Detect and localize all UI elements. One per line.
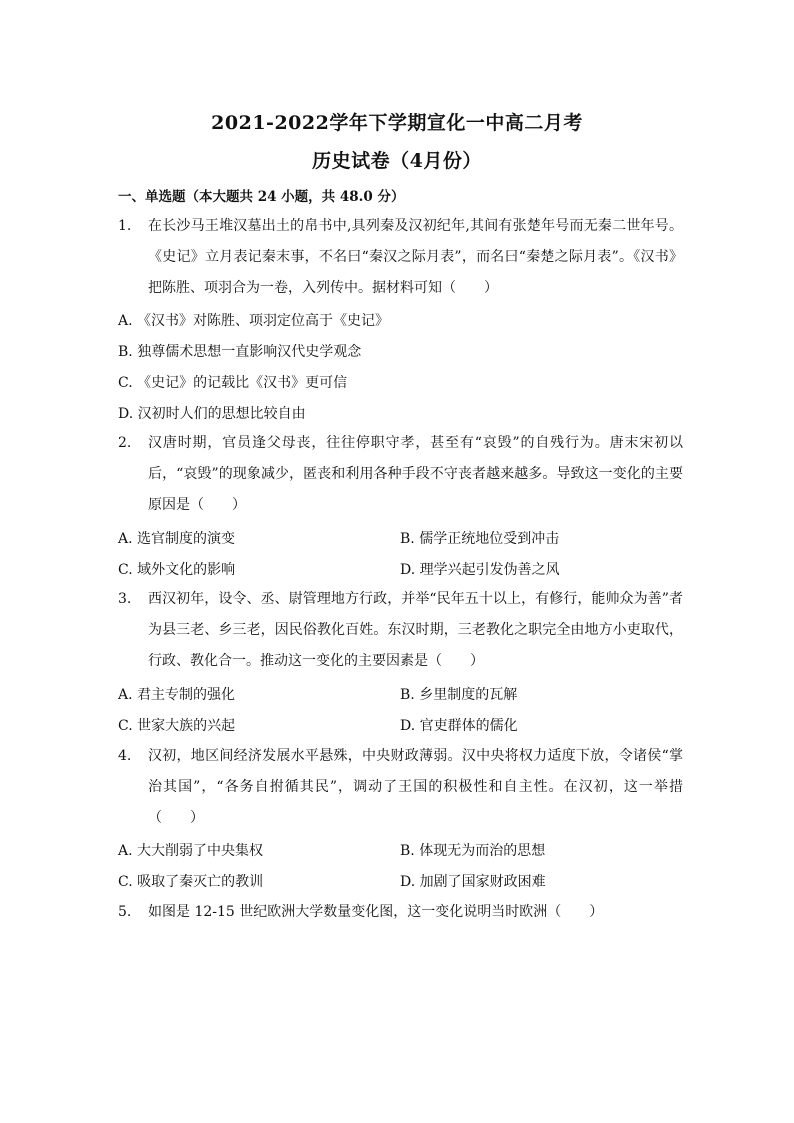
question-4-option-b: B. 体现无为而治的思想 (400, 843, 546, 859)
question-3 (118, 584, 683, 677)
question-3-option-a: A. 君主专制的强化 (118, 687, 236, 703)
exam-title: 2021-2022学年下学期宣化一中高二月考 (211, 112, 583, 134)
question-text: 如图是 12-15 世纪欧洲大学数量变化图，这一变化说明当时欧洲（ ） (148, 904, 604, 920)
exam-subtitle: 历史试卷（4月份） (312, 150, 482, 172)
question-1 (118, 211, 683, 304)
question-3-option-b: B. 乡里制度的瓦解 (400, 687, 518, 703)
question-number: 1. (118, 218, 132, 234)
question-2-option-a: A. 选官制度的演变 (118, 531, 236, 547)
question-2-option-b: B. 儒学正统地位受到冲击 (400, 531, 560, 547)
question-3-option-d: D. 官吏群体的儒化 (400, 718, 518, 734)
question-3-option-c: C. 世家大族的兴起 (118, 718, 236, 734)
question-number: 3. (118, 591, 132, 607)
question-text: 汉唐时期，官员逢父母丧，往往停职守孝，甚至有“哀毁”的自残行为。唐末宋初以后，“哀毁”的现象减少，匿丧和利用各种手段不守丧者越来越多。导致这一变化的主要原因是（ ） (148, 435, 683, 513)
question-number: 4. (118, 748, 132, 764)
question-text: 汉初，地区间经济发展水平悬殊，中央财政薄弱。汉中央将权力适度下放，令诸侯“掌治其国”，“各务自拊循其民”，调动了王国的积极性和自主性。在汉初，这一举措（ ） (148, 748, 683, 826)
question-number: 2. (118, 435, 132, 451)
section-heading: 一、单选题（本大题共 24 小题，共 48.0 分） (118, 189, 405, 205)
question-2-option-d: D. 理学兴起引发伪善之风 (400, 562, 560, 578)
question-text: 西汉初年，设令、丞、尉管理地方行政，并举“民年五十以上，有修行，能帅众为善”者为县三老、乡三老，因民俗教化百姓。东汉时期，三老教化之职完全由地方小吏取代，行政、教化合一。推动这一变化的主要因素是（ ） (148, 591, 683, 669)
question-1-option-d: D. 汉初时人们的思想比较自由 (118, 406, 306, 422)
question-2 (118, 428, 683, 521)
question-number: 5. (118, 904, 132, 920)
question-1-option-b: B. 独尊儒术思想一直影响汉代史学观念 (118, 344, 362, 360)
question-1-option-a: A. 《汉书》对陈胜、项羽定位高于《史记》 (118, 313, 390, 329)
question-4-option-d: D. 加剧了国家财政困难 (400, 874, 546, 890)
question-4 (118, 741, 683, 834)
question-2-option-c: C. 域外文化的影响 (118, 562, 236, 578)
question-4-option-c: C. 吸取了秦灭亡的教训 (118, 874, 264, 890)
question-4-option-a: A. 大大削弱了中央集权 (118, 843, 264, 859)
question-1-option-c: C. 《史记》的记载比《汉书》更可信 (118, 375, 348, 391)
question-text: 在长沙马王堆汉墓出土的帛书中,具列秦及汉初纪年,其间有张楚年号而无秦二世年号。《史记》立月表记秦末事，不名曰“秦汉之际月表”，而名曰“秦楚之际月表”。《汉书》把陈胜、项羽合为一卷，入列传中。据材料可知（ ） (148, 218, 683, 296)
question-5 (118, 897, 683, 928)
